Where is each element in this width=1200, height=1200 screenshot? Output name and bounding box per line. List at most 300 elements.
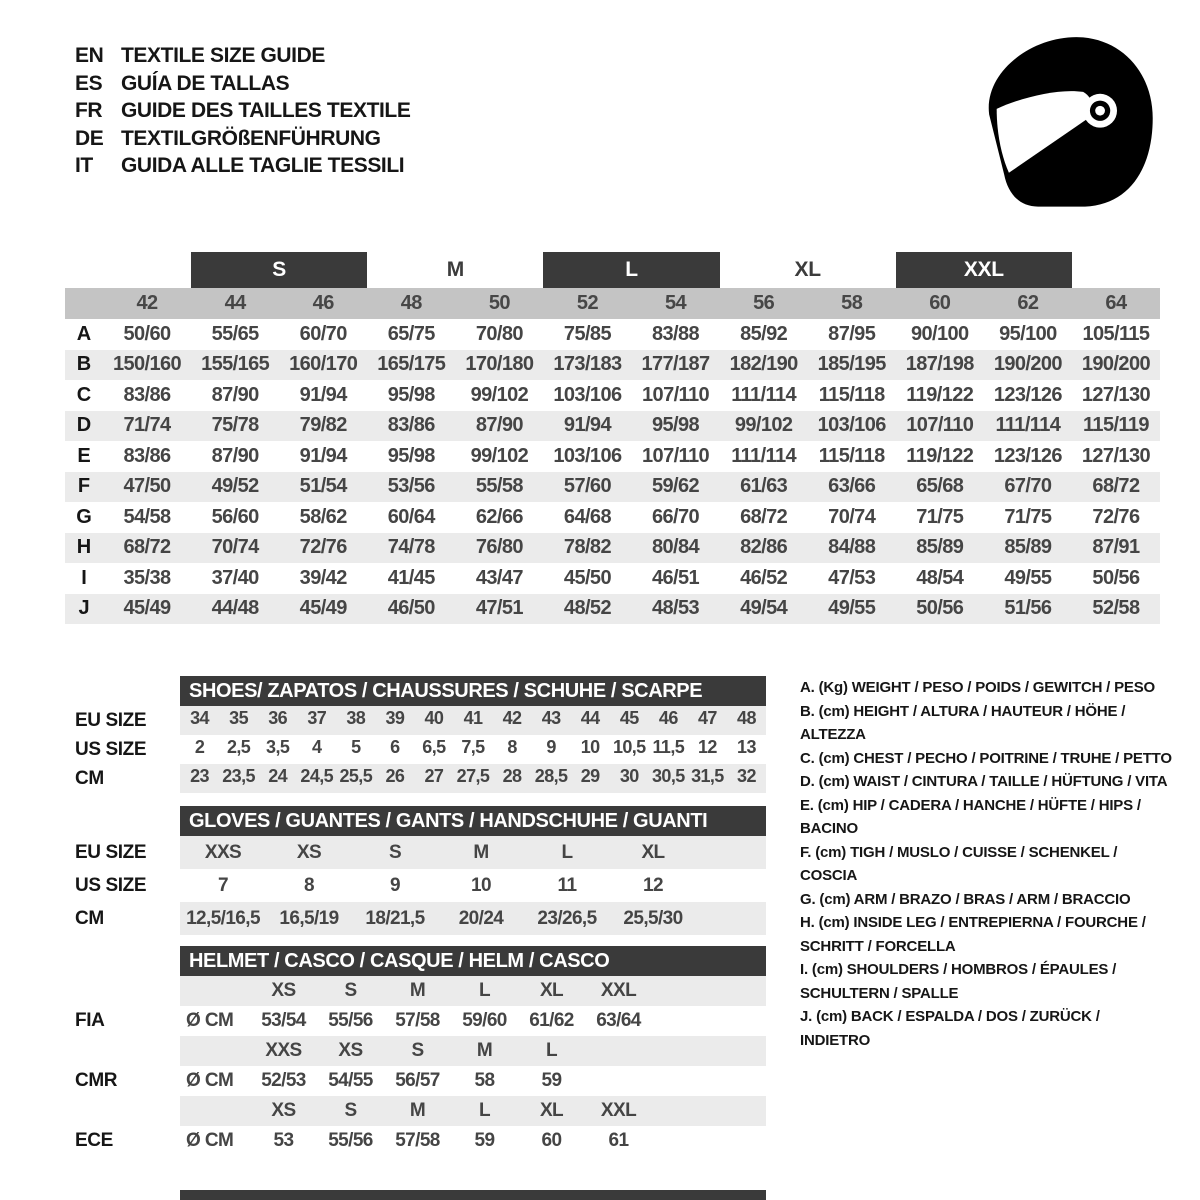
value-cell: M [473, 841, 489, 863]
value-cell: 170/180 [465, 353, 534, 376]
value-cell: 31,5 [691, 766, 724, 786]
value-cell: 107/110 [906, 414, 974, 437]
value-cell: 87/90 [211, 383, 259, 406]
value-cell: 47 [697, 708, 717, 728]
language-entry [75, 152, 410, 180]
helmet-size-row [180, 1096, 766, 1126]
value-cell: 123/126 [993, 444, 1062, 467]
legend-entry: I. (cm) SHOULDERS / HOMBROS / ÉPAULES / SCHULTERN / SPALLE [800, 961, 1117, 1002]
language-code: IT [75, 154, 93, 177]
shoes-rows [180, 706, 766, 793]
value-cell: XL [539, 1100, 564, 1121]
value-cell: 87/95 [828, 322, 876, 345]
shoes-us-size-label: US SIZE [75, 738, 147, 760]
measurement-legend [800, 676, 1172, 1052]
size-number-cell: 48 [400, 292, 422, 314]
value-cell: 182/190 [729, 353, 798, 376]
row-letter: B [76, 353, 92, 376]
value-cell: S [344, 980, 357, 1001]
value-cell: 115/118 [818, 383, 885, 406]
row-letter: A [76, 322, 92, 345]
value-cell: 155/165 [201, 353, 270, 376]
helmet-size-row [180, 1036, 766, 1066]
language-title: GUÍA DE TALLAS [121, 71, 290, 95]
value-cell: 9 [390, 874, 400, 896]
value-cell: 3,5 [266, 737, 290, 757]
value-cell: 65/68 [916, 475, 964, 498]
size-number-cell: 52 [576, 292, 598, 314]
value-cell: 50/60 [123, 322, 171, 345]
value-cell: 70/80 [475, 322, 523, 345]
value-cell: 74/78 [387, 536, 435, 559]
value-cell: S [344, 1100, 357, 1121]
value-cell: 46/51 [652, 566, 700, 589]
value-cell: 111/114 [731, 383, 797, 406]
row-letter: F [77, 475, 91, 498]
value-cell: L [478, 1100, 490, 1121]
size-band-xl: XL [794, 258, 821, 281]
row-letter: J [78, 597, 90, 620]
value-cell: XXS [204, 841, 242, 863]
helmet-value-row [180, 1126, 766, 1156]
gloves-table [180, 806, 766, 935]
measurement-row [65, 380, 1160, 411]
value-cell: 111/114 [995, 414, 1061, 437]
value-cell: 47/51 [475, 597, 523, 620]
value-cell: 83/86 [387, 414, 435, 437]
value-cell: 107/110 [642, 383, 710, 406]
value-cell: 52/53 [261, 1070, 306, 1091]
value-cell: 35 [229, 708, 248, 728]
value-cell: 119/122 [906, 383, 974, 406]
size-band-row [65, 252, 1160, 288]
value-cell: L [561, 841, 573, 863]
value-cell: 7,5 [461, 737, 485, 757]
value-cell: 87/90 [211, 444, 259, 467]
value-cell: 80/84 [652, 536, 700, 559]
value-cell: 10 [580, 737, 600, 757]
value-cell: 12,5/16,5 [186, 907, 260, 929]
value-cell: 95/98 [652, 414, 700, 437]
size-number-cell: 62 [1017, 292, 1039, 314]
size-number-cell: 54 [665, 292, 687, 314]
value-cell: XS [296, 841, 322, 863]
value-cell: 23 [190, 766, 209, 786]
value-cell: 48/52 [563, 597, 611, 620]
value-cell: 27,5 [456, 766, 490, 786]
value-cell: 45/50 [563, 566, 611, 589]
value-cell: 177/187 [641, 353, 710, 376]
value-cell: 82/86 [740, 536, 788, 559]
value-cell: 23/26,5 [537, 907, 597, 929]
value-cell: 55/56 [328, 1130, 373, 1151]
value-cell: 43/47 [475, 566, 523, 589]
value-cell: 53/54 [261, 1010, 306, 1031]
value-cell: 48 [737, 708, 756, 728]
language-title: GUIDE DES TAILLES TEXTILE [121, 99, 411, 122]
measurement-row [65, 319, 1160, 350]
value-cell: 85/92 [740, 322, 788, 345]
value-cell: 190/200 [1081, 353, 1150, 376]
legend-entry: G. (cm) ARM / BRAZO / BRAS / ARM / BRACCIO [800, 890, 1131, 908]
legend-entry: A. (Kg) WEIGHT / PESO / POIDS / GEWITCH / PESO [800, 679, 1155, 696]
measurement-row [65, 472, 1160, 503]
gloves-cm-row [180, 902, 766, 935]
value-cell: 6,5 [422, 737, 446, 757]
value-cell: 123/126 [993, 383, 1062, 406]
value-cell: 60/64 [387, 505, 435, 528]
gloves-us-row [180, 869, 766, 902]
value-cell: 29 [580, 766, 600, 786]
value-cell: 52/58 [1092, 597, 1140, 620]
value-cell: 78/82 [563, 536, 611, 559]
shoes-cm-row [180, 764, 766, 793]
measurement-row [65, 411, 1160, 442]
value-cell: XXL [600, 1100, 637, 1121]
value-cell: 115/119 [1083, 414, 1149, 437]
size-number-row [65, 288, 1160, 319]
value-cell: 56/57 [395, 1070, 440, 1091]
value-cell: 91/94 [299, 444, 347, 467]
size-number-cell: 44 [224, 292, 246, 314]
gloves-eu-size-label: EU SIZE [75, 841, 147, 863]
value-cell: 59/60 [462, 1010, 507, 1031]
value-cell: L [545, 1040, 557, 1061]
row-letter: I [81, 566, 87, 589]
value-cell: 67/70 [1004, 475, 1052, 498]
value-cell: 99/102 [734, 414, 793, 437]
value-cell: 105/115 [1082, 322, 1150, 345]
helmet-fia-label: FIA [75, 1010, 105, 1031]
language-code: FR [75, 99, 103, 122]
size-number-cell: 46 [312, 292, 334, 314]
helmet-ece-label: ECE [75, 1130, 113, 1151]
value-cell: 127/130 [1081, 444, 1150, 467]
value-cell: 25,5 [339, 766, 373, 786]
helmet-value-row [180, 1006, 766, 1036]
value-cell: 79/82 [299, 414, 347, 437]
value-cell: 53 [273, 1130, 294, 1151]
measurement-row [65, 533, 1160, 564]
value-cell: 38 [346, 708, 366, 728]
language-code: EN [75, 44, 104, 67]
value-cell: 85/89 [916, 536, 964, 559]
size-number-cell: 42 [136, 292, 158, 314]
value-cell: 190/200 [993, 353, 1062, 376]
value-cell: 46/50 [387, 597, 435, 620]
size-number-cell: 56 [753, 292, 775, 314]
value-cell: 9 [546, 737, 556, 757]
value-cell: XS [338, 1040, 363, 1061]
value-cell: 55/56 [328, 1010, 373, 1031]
diameter-label-cell: Ø CM [186, 1070, 234, 1091]
value-cell: 8 [507, 737, 517, 757]
value-cell: 65/75 [387, 322, 435, 345]
textile-size-table [65, 252, 1160, 624]
value-cell: 87/91 [1092, 536, 1140, 559]
value-cell: 103/106 [553, 444, 622, 467]
value-cell: S [388, 841, 402, 863]
value-cell: XL [641, 841, 665, 863]
value-cell: 4 [312, 737, 322, 757]
legend-entry: D. (cm) WAIST / CINTURA / TAILLE / HÜFTUNG / VITA [800, 773, 1168, 790]
value-cell: 61/63 [740, 475, 788, 498]
value-cell: 85/89 [1004, 536, 1052, 559]
language-entry [75, 125, 410, 153]
size-band-xxl: XXL [896, 252, 1072, 288]
size-band-m: M [446, 258, 464, 281]
shoes-table-title: SHOES/ ZAPATOS / CHAUSSURES / SCHUHE / SCARPE [180, 676, 766, 706]
row-letter: C [76, 383, 92, 406]
legend-entry: F. (cm) TIGH / MUSLO / CUISSE / SCHENKEL / COSCIA [800, 843, 1118, 884]
value-cell: 66/70 [652, 505, 700, 528]
value-cell: 51/54 [299, 475, 347, 498]
value-cell: 58/62 [299, 505, 347, 528]
value-cell: 68/72 [123, 536, 171, 559]
row-letter: D [76, 414, 92, 437]
value-cell: 34 [190, 708, 209, 728]
value-cell: 91/94 [299, 383, 347, 406]
gloves-cm-label: CM [75, 907, 104, 929]
value-cell: 42 [502, 708, 522, 728]
value-cell: 36 [268, 708, 288, 728]
row-letter: H [76, 536, 92, 559]
value-cell: 46/52 [740, 566, 788, 589]
legend-entry: B. (cm) HEIGHT / ALTURA / HAUTEUR / HÖHE / ALTEZZA [800, 702, 1126, 743]
language-title: TEXTILE SIZE GUIDE [121, 44, 325, 67]
value-cell: 5 [351, 737, 361, 757]
value-cell: 60 [541, 1130, 562, 1151]
value-cell: 83/86 [123, 383, 171, 406]
value-cell: 12 [697, 737, 717, 757]
value-cell: L [478, 980, 490, 1001]
value-cell: 72/76 [299, 536, 347, 559]
value-cell: 70/74 [211, 536, 259, 559]
value-cell: 75/78 [211, 414, 259, 437]
legend-entry: E. (cm) HIP / CADERA / HANCHE / HÜFTE / HIPS / BACINO [800, 796, 1141, 837]
value-cell: 12 [643, 874, 663, 896]
value-cell: 95/98 [387, 383, 435, 406]
value-cell: 165/175 [377, 353, 446, 376]
value-cell: 160/170 [289, 353, 358, 376]
value-cell: 48/53 [652, 597, 700, 620]
measurement-row [65, 350, 1160, 381]
shoes-eu-size-label: EU SIZE [75, 709, 147, 731]
value-cell: 10 [471, 874, 491, 896]
value-cell: 95/100 [999, 322, 1057, 345]
value-cell: 87/90 [475, 414, 523, 437]
diameter-label-cell: Ø CM [186, 1130, 234, 1151]
value-cell: 60/70 [299, 322, 347, 345]
value-cell: 2 [194, 737, 205, 757]
value-cell: 127/130 [1081, 383, 1150, 406]
value-cell: 59 [541, 1070, 562, 1091]
value-cell: 16,5/19 [279, 907, 339, 929]
value-cell: 44/48 [211, 597, 259, 620]
shoes-us-row [180, 735, 766, 764]
value-cell: 99/102 [470, 444, 529, 467]
gloves-rows [180, 836, 766, 935]
value-cell: 71/75 [916, 505, 964, 528]
value-cell: M [409, 1100, 426, 1121]
value-cell: 70/74 [828, 505, 876, 528]
value-cell: 37 [307, 708, 327, 728]
racing-helmet-icon [975, 28, 1165, 216]
value-cell: 50/56 [916, 597, 964, 620]
value-cell: 61/62 [529, 1010, 574, 1031]
value-cell: 83/88 [652, 322, 700, 345]
value-cell: 37/40 [211, 566, 259, 589]
value-cell: 61 [608, 1130, 629, 1151]
value-cell: 84/88 [828, 536, 876, 559]
value-cell: 2,5 [226, 737, 251, 757]
value-cell: 39 [385, 708, 405, 728]
value-cell: 49/52 [211, 475, 259, 498]
value-cell: 23,5 [222, 766, 255, 786]
value-cell: 187/198 [905, 353, 974, 376]
value-cell: 62/66 [475, 505, 523, 528]
value-cell: 45/49 [299, 597, 347, 620]
value-cell: 8 [304, 874, 314, 896]
value-cell: 24 [268, 766, 288, 786]
value-cell: 75/85 [563, 322, 611, 345]
value-cell: 90/100 [911, 322, 969, 345]
gloves-us-size-label: US SIZE [75, 874, 147, 896]
value-cell: 47/53 [828, 566, 876, 589]
value-cell: 18/21,5 [365, 907, 425, 929]
value-cell: 71/75 [1004, 505, 1052, 528]
value-cell: S [411, 1040, 424, 1061]
size-band-s: S [191, 252, 367, 288]
value-cell: 13 [737, 737, 756, 757]
value-cell: XXL [600, 980, 637, 1001]
language-code: DE [75, 126, 104, 150]
value-cell: 54/55 [328, 1070, 373, 1091]
language-code: ES [75, 71, 103, 95]
value-cell: 103/106 [817, 414, 886, 437]
helmet-size-row [180, 976, 766, 1006]
value-cell: 71/74 [123, 414, 171, 437]
value-cell: XS [271, 980, 296, 1001]
value-cell: 54/58 [123, 505, 171, 528]
helmet-table [180, 946, 766, 1156]
value-cell: 43 [541, 708, 561, 728]
value-cell: 55/58 [475, 475, 523, 498]
value-cell: 57/60 [563, 475, 611, 498]
value-cell: 35/38 [123, 566, 171, 589]
value-cell: 49/55 [828, 597, 876, 620]
language-entry [75, 70, 410, 98]
size-number-cell: 50 [488, 292, 510, 314]
shoes-cm-label: CM [75, 767, 104, 789]
value-cell: 28,5 [534, 766, 568, 786]
value-cell: 53/56 [387, 475, 435, 498]
size-number-cell: 64 [1105, 292, 1127, 314]
measurement-rows [65, 319, 1160, 624]
value-cell: 25,5/30 [623, 907, 683, 929]
measurement-row [65, 502, 1160, 533]
size-band-l: L [543, 252, 719, 288]
legend-entry: H. (cm) INSIDE LEG / ENTREPIERNA / FOURCHE / SCHRITT / FORCELLA [800, 914, 1146, 955]
measurement-row [65, 594, 1160, 625]
value-cell: XXS [265, 1040, 302, 1061]
value-cell: 56/60 [211, 505, 259, 528]
language-entry [75, 42, 410, 70]
value-cell: 41/45 [387, 566, 435, 589]
value-cell: 68/72 [1092, 475, 1140, 498]
legend-entry: C. (cm) CHEST / PECHO / POITRINE / TRUHE / PETTO [800, 749, 1172, 767]
gloves-table-title: GLOVES / GUANTES / GANTS / HANDSCHUHE / GUANTI [180, 806, 766, 836]
value-cell: 48/54 [916, 566, 964, 589]
value-cell: 95/98 [387, 444, 435, 467]
value-cell: 119/122 [906, 444, 974, 467]
size-number-cell: 58 [841, 292, 863, 314]
value-cell: 63/64 [596, 1010, 641, 1031]
value-cell: 91/94 [563, 414, 611, 437]
value-cell: 51/56 [1004, 597, 1052, 620]
value-cell: 47/50 [123, 475, 171, 498]
value-cell: 28 [502, 766, 522, 786]
row-letter: E [77, 444, 91, 467]
value-cell: 10,5 [612, 737, 646, 757]
value-cell: 57/58 [395, 1130, 440, 1151]
value-cell: 45/49 [123, 597, 171, 620]
shoes-table [180, 676, 766, 793]
value-cell: 99/102 [470, 383, 529, 406]
value-cell: 30,5 [652, 766, 685, 786]
value-cell: XS [271, 1100, 296, 1121]
value-cell: 24,5 [300, 766, 334, 786]
value-cell: 185/195 [817, 353, 886, 376]
value-cell: M [409, 980, 426, 1001]
value-cell: 107/110 [642, 444, 710, 467]
value-cell: 59 [474, 1130, 495, 1151]
value-cell: 57/58 [395, 1010, 440, 1031]
value-cell: 40 [424, 708, 444, 728]
value-cell: 72/76 [1092, 505, 1140, 528]
value-cell: 173/183 [553, 353, 622, 376]
language-title: TEXTILGRÖßENFÜHRUNG [121, 126, 381, 150]
helmet-cmr-label: CMR [75, 1070, 118, 1091]
value-cell: 55/65 [211, 322, 259, 345]
value-cell: 44 [580, 708, 600, 728]
value-cell: 115/118 [818, 444, 885, 467]
value-cell: 27 [424, 766, 444, 786]
value-cell: 20/24 [458, 907, 504, 929]
legend-entry: J. (cm) BACK / ESPALDA / DOS / ZURÜCK / INDIETRO [800, 1008, 1100, 1049]
cropped-next-section-bar [180, 1190, 766, 1200]
helmet-table-title: HELMET / CASCO / CASQUE / HELM / CASCO [180, 946, 766, 976]
value-cell: M [476, 1040, 493, 1061]
value-cell: 83/86 [123, 444, 171, 467]
diameter-label-cell: Ø CM [186, 1010, 234, 1031]
value-cell: 68/72 [740, 505, 788, 528]
shoes-eu-row [180, 706, 766, 735]
value-cell: 103/106 [553, 383, 622, 406]
value-cell: 111/114 [731, 444, 797, 467]
language-title: GUIDA ALLE TAGLIE TESSILI [121, 154, 405, 177]
language-list [75, 42, 410, 180]
value-cell: 32 [737, 766, 756, 786]
value-cell: 49/55 [1004, 566, 1052, 589]
value-cell: 76/80 [475, 536, 523, 559]
value-cell: 50/56 [1092, 566, 1140, 589]
value-cell: 46 [658, 708, 678, 728]
value-cell: 39/42 [299, 566, 347, 589]
value-cell: XL [539, 980, 564, 1001]
value-cell: 11,5 [652, 737, 685, 757]
value-cell: 150/160 [112, 353, 182, 376]
